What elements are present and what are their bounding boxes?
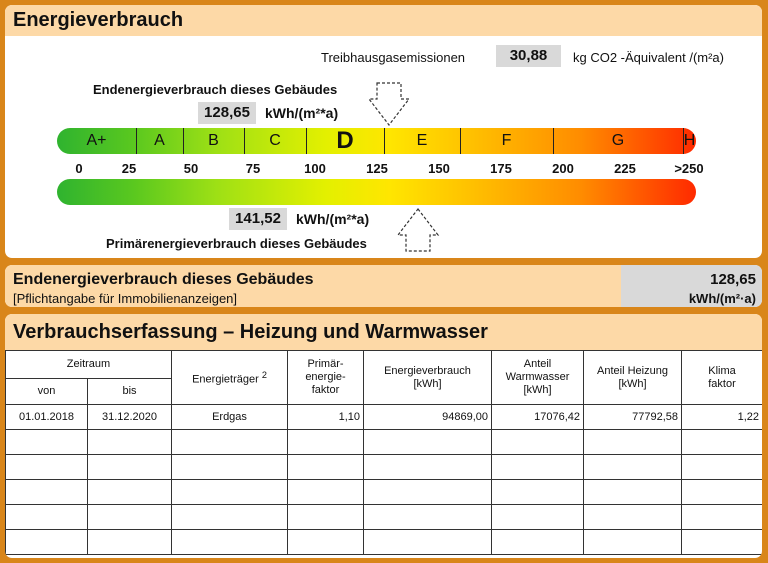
cell-heizung: 77792,58 — [584, 405, 682, 430]
primary-energy-value: 141,52 — [229, 208, 287, 230]
class-b: B — [208, 132, 219, 149]
tick-label: 100 — [304, 161, 326, 176]
table-row-empty — [6, 480, 763, 505]
end-energy-label: Endenergieverbrauch dieses Gebäudes — [93, 82, 338, 97]
consumption-table — [5, 350, 762, 555]
class-separator — [683, 128, 684, 154]
ghg-value: 30,88 — [496, 45, 561, 67]
class-a: A — [154, 132, 165, 149]
class-c: C — [269, 132, 281, 149]
class-g: G — [611, 132, 625, 149]
summary-value: 128,65 — [710, 271, 756, 288]
summary-unit: kWh/(m²·a) — [688, 291, 756, 306]
consumption-record-panel — [5, 314, 762, 558]
table-row — [6, 405, 763, 430]
header-primaerenergiefaktor: Primär- energie- faktor — [288, 351, 364, 405]
cell-energietraeger: Erdgas — [172, 405, 288, 430]
class-separator — [244, 128, 245, 154]
energy-scale-bar — [57, 128, 696, 154]
tick-label: 25 — [121, 161, 137, 176]
header-bis: bis — [88, 379, 172, 405]
ghg-unit: kg CO2 -Äquivalent /(m²a) — [573, 50, 724, 65]
tick-label: 175 — [490, 161, 512, 176]
class-separator — [384, 128, 385, 154]
class-separator — [136, 128, 137, 154]
energy-gradient-bar — [57, 179, 696, 205]
end-energy-value: 128,65 — [198, 102, 256, 124]
energy-consumption-panel — [5, 5, 762, 258]
class-separator — [553, 128, 554, 154]
table-row-empty — [6, 455, 763, 480]
tick-label: 225 — [614, 161, 636, 176]
section-title: Verbrauchserfassung – Heizung und Warmwasser — [5, 314, 762, 350]
tick-label: >250 — [674, 161, 704, 176]
class-e: E — [416, 132, 428, 149]
class-d: D — [336, 127, 354, 154]
primary-energy-arrow-icon — [396, 207, 440, 253]
tick-label: 150 — [428, 161, 450, 176]
header-energietraeger: Energieträger $^2$ — [172, 351, 288, 405]
summary-value-box — [621, 265, 762, 307]
class-f: F — [501, 132, 512, 149]
header-energieverbrauch: Energieverbrauch [kWh] — [364, 351, 492, 405]
cell-verbrauch: 94869,00 — [364, 405, 492, 430]
summary-title: Endenergieverbrauch dieses Gebäudes — [13, 271, 314, 288]
cell-warmwasser: 17076,42 — [492, 405, 584, 430]
tick-label: 75 — [245, 161, 261, 176]
footnote-marker: 2 — [261, 369, 267, 380]
table-row-empty — [6, 430, 763, 455]
class-separator — [306, 128, 307, 154]
header-anteil-warmwasser: Anteil Warmwasser [kWh] — [492, 351, 584, 405]
header-von: von — [6, 379, 88, 405]
table-row-empty — [6, 530, 763, 555]
end-energy-arrow-icon — [367, 81, 411, 127]
ghg-label: Treibhausgasemissionen — [321, 50, 466, 65]
end-energy-unit: kWh/(m²*a) — [265, 105, 339, 121]
header-zeitraum: Zeitraum — [6, 351, 172, 379]
class-a-plus: A+ — [86, 132, 107, 149]
class-separator — [460, 128, 461, 154]
tick-label: 200 — [552, 161, 574, 176]
primary-energy-unit: kWh/(m²*a) — [296, 211, 370, 227]
class-h: H — [683, 132, 696, 149]
summary-subtitle: [Pflichtangabe für Immobilienanzeigen] — [13, 291, 238, 306]
primary-energy-label: Primärenergieverbrauch dieses Gebäudes — [106, 236, 367, 251]
cell-faktor: 1,10 — [288, 405, 364, 430]
section-title: Energieverbrauch — [5, 5, 762, 36]
end-energy-summary-panel — [5, 265, 762, 307]
header-anteil-heizung: Anteil Heizung [kWh] — [584, 351, 682, 405]
cell-bis: 31.12.2020 — [88, 405, 172, 430]
tick-label: 50 — [183, 161, 199, 176]
cell-klima: 1,22 — [682, 405, 763, 430]
tick-label: 0 — [75, 161, 83, 176]
class-separator — [183, 128, 184, 154]
cell-von: 01.01.2018 — [6, 405, 88, 430]
tick-label: 125 — [366, 161, 388, 176]
header-klimafaktor: Klima faktor — [682, 351, 763, 405]
table-row-empty — [6, 505, 763, 530]
